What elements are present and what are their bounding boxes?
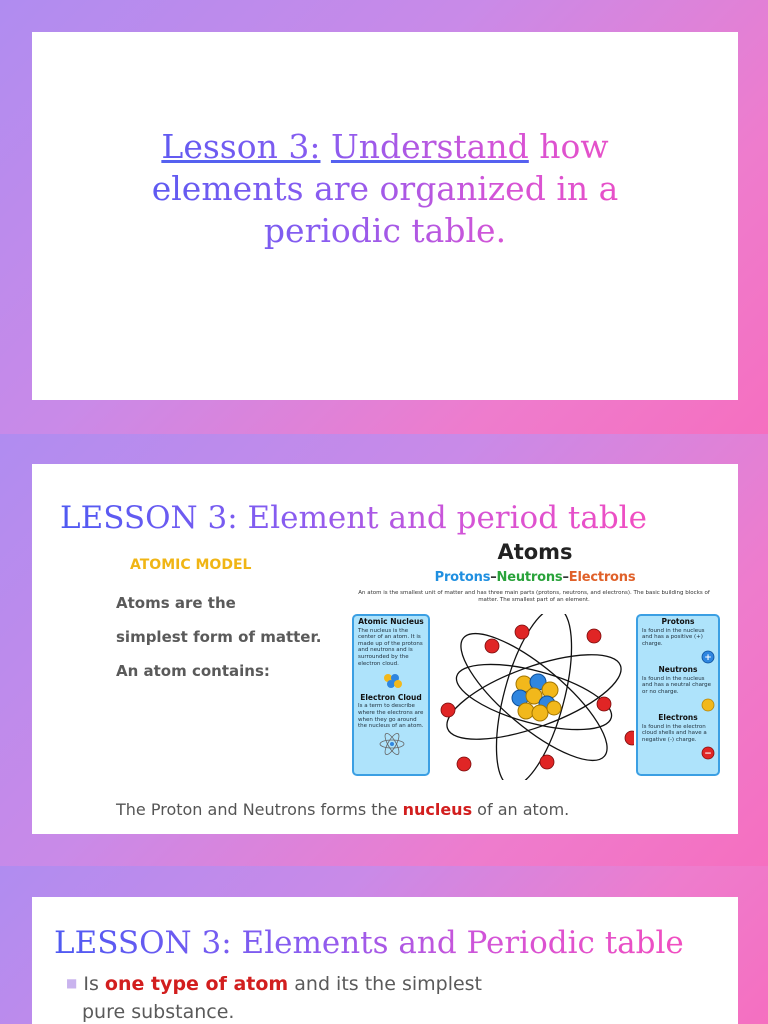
slide-3-title: LESSON 3: Elements and Periodic table — [54, 925, 684, 961]
caption-pre: The Proton and Neutrons forms the — [116, 800, 403, 819]
bullet-post: and its the simplest — [288, 973, 483, 995]
slide-2-title: LESSON 3: Element and period table — [60, 500, 647, 536]
subtitle-electrons: Electrons — [568, 570, 636, 585]
slide-3[interactable] — [32, 897, 738, 1024]
proton-icon — [642, 650, 718, 664]
nucleus-cluster-icon — [358, 670, 426, 692]
protons-heading: Protons — [661, 617, 695, 626]
infographic-title: Atoms — [497, 540, 573, 564]
title-line-2: elements are organized in a — [151, 169, 619, 208]
proton-icon-plus: + — [704, 653, 712, 664]
subtitle-neutrons: Neutrons — [496, 570, 563, 585]
cloud-text: Is a term to describe where the electrons are when they go around the nucleus of an atom. — [358, 703, 424, 730]
atomic-model-label: ATOMIC MODEL — [130, 557, 252, 573]
infographic-description: An atom is the smallest unit of matter and has three main parts (protons, neutrons, and electrons). The basic building blocks of matter. The smallest part of an element. — [358, 590, 710, 603]
particles-info-box — [636, 614, 720, 776]
neutrons-text: Is found in the nucleus and has a neutral charge or no charge. — [642, 675, 712, 695]
neutrons-heading: Neutrons — [658, 664, 698, 674]
caption-post: of an atom. — [472, 800, 570, 819]
slide-1-title — [92, 126, 678, 252]
bullet-item-line-2: pure substance. — [82, 1001, 235, 1023]
bullet-highlight: one type of atom — [104, 973, 289, 995]
slide-1[interactable] — [32, 32, 738, 400]
subtitle-dash-1: – — [490, 570, 497, 585]
atoms-text-line-3: An atom contains: — [116, 662, 270, 680]
title-how: how — [528, 127, 609, 166]
neutron-icon — [642, 698, 718, 712]
electron-icon-minus: − — [704, 749, 712, 760]
nucleus-info-box — [352, 614, 430, 776]
bullet-marker-icon: ■ — [66, 976, 78, 990]
title-lesson-link[interactable]: Lesson 3: — [161, 127, 321, 166]
subtitle-protons: Protons — [434, 570, 491, 585]
nucleus-caption — [116, 800, 569, 819]
nucleus-text: The nucleus is the center of an atom. It is made up of the protons and neutrons and is surrounded by the electron cloud. — [358, 627, 423, 667]
caption-highlight: nucleus — [402, 800, 473, 819]
bullet-pre: Is — [83, 973, 105, 995]
title-line-3: periodic table. — [263, 211, 507, 250]
electron-cloud-icon — [358, 733, 426, 755]
nucleus-heading: Atomic Nucleus — [358, 617, 424, 626]
bullet-item — [66, 973, 482, 995]
atoms-text-line-2: simplest form of matter. — [116, 628, 322, 646]
electrons-heading: Electrons — [658, 712, 698, 722]
subtitle-dash-2: – — [562, 570, 569, 585]
slide-2[interactable] — [32, 464, 738, 834]
atom-diagram — [434, 614, 634, 780]
nucleus — [512, 674, 561, 721]
title-understand-link[interactable]: Understand — [330, 127, 529, 166]
infographic-subtitle — [350, 570, 720, 585]
protons-text: Is found in the nucleus and has a positive (+) charge. — [642, 627, 705, 647]
electrons-text: Is found in the electron cloud shells and have a negative (-) charge. — [642, 723, 707, 743]
atoms-infographic — [350, 536, 712, 780]
cloud-heading: Electron Cloud — [360, 692, 422, 702]
electron-icon — [642, 746, 718, 760]
atoms-text-line-1: Atoms are the — [116, 594, 236, 612]
